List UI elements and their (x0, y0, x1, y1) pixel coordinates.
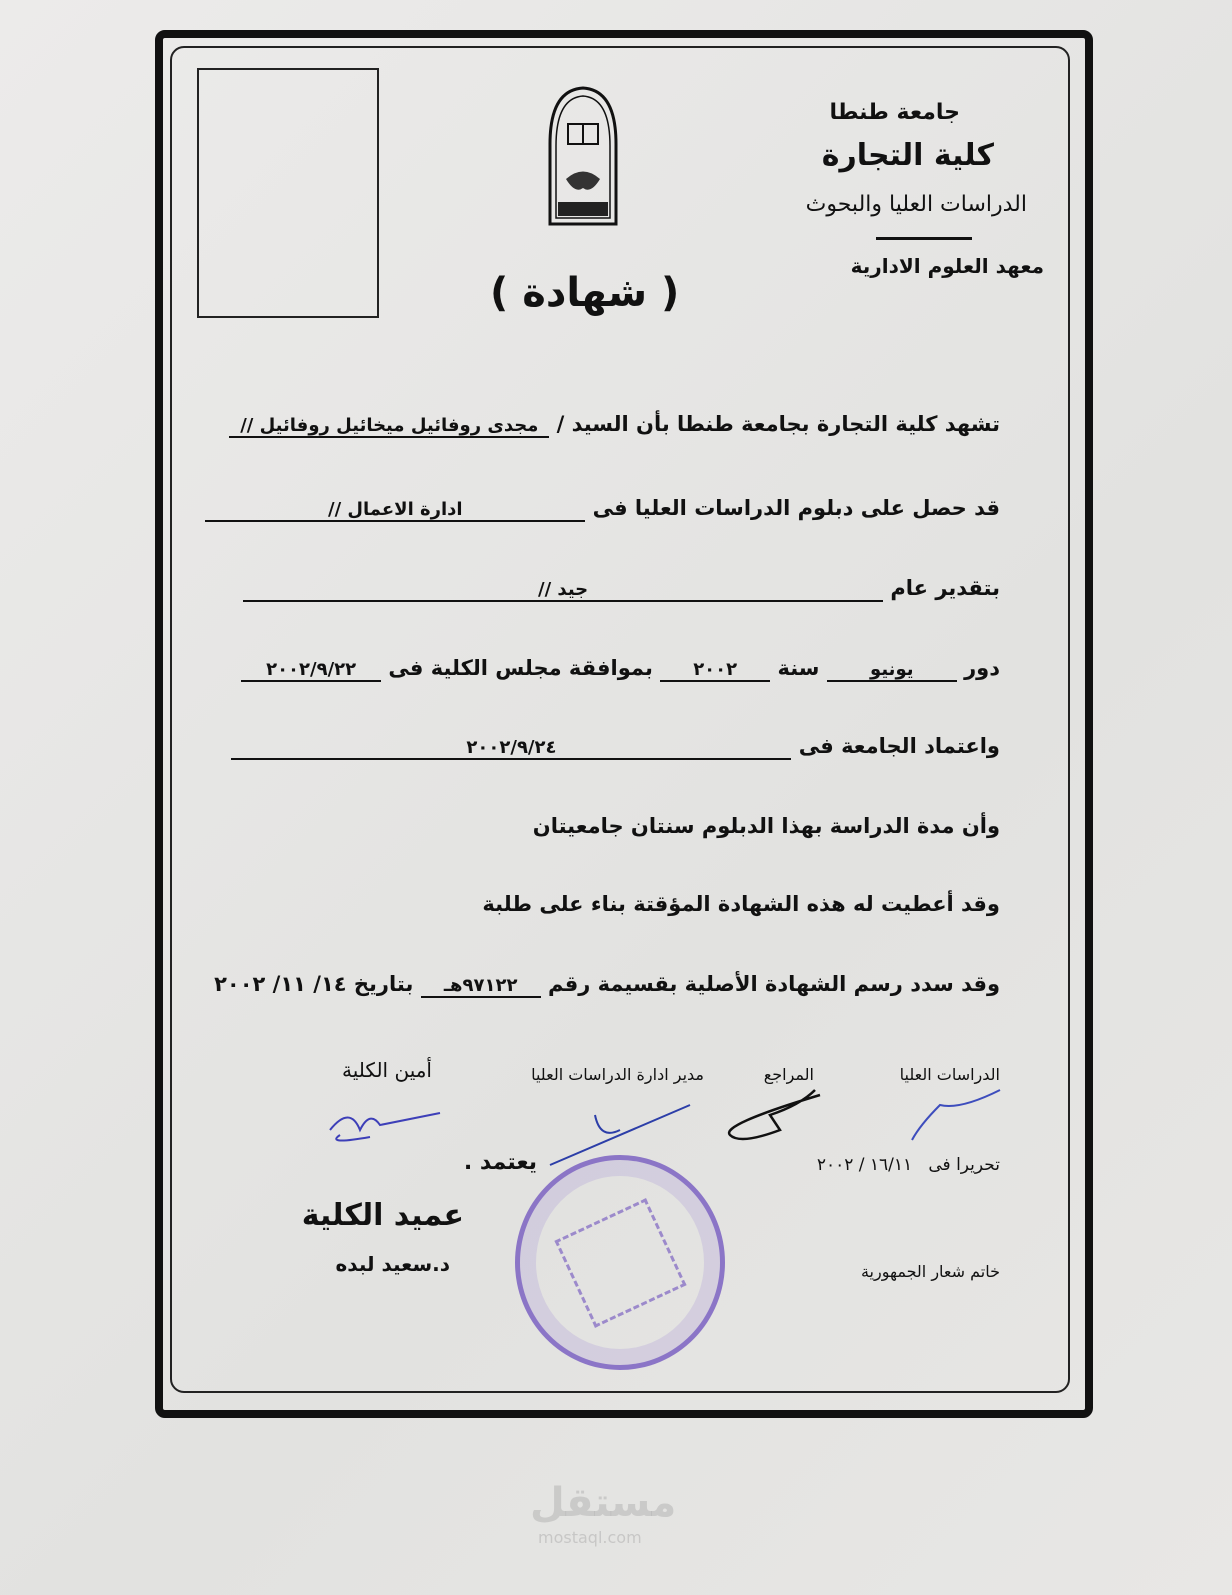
session-month: يونيو (827, 659, 957, 682)
header-divider (876, 237, 972, 240)
line-label: بموافقة مجلس الكلية فى (388, 656, 653, 680)
certificate-title: ( شهادة ) (490, 270, 680, 316)
body-line-name (229, 412, 1000, 438)
approved-text: يعتمد . (463, 1150, 537, 1175)
body-line-fee (214, 972, 1000, 998)
body-line-approval (231, 734, 1000, 760)
issued-date: ١٦/١١ / ٢٠٠٢ (816, 1155, 913, 1175)
issued-line (817, 1155, 1000, 1175)
receipt-date: ١٤/ ١١/ ٢٠٠٢ (214, 972, 347, 996)
issued-label: تحريرا فى (928, 1155, 1000, 1175)
council-date: ٢٠٠٢/٩/٢٢ (241, 659, 381, 682)
institute-name: معهد العلوم الادارية (850, 254, 1044, 278)
faculty-name: كلية التجارة (821, 138, 994, 173)
grade: جيد // (243, 579, 883, 602)
watermark-url: mostaql.com (538, 1528, 642, 1547)
body-line-duration: وأن مدة الدراسة بهذا الدبلوم سنتان جامعيتان (532, 814, 1000, 838)
university-approval-date: ٢٠٠٢/٩/٢٤ (231, 737, 791, 760)
department-name: الدراسات العليا والبحوث (805, 192, 1027, 217)
line-label: وقد سدد رسم الشهادة الأصلية بقسيمة رقم (547, 972, 1000, 996)
line-label: بتاريخ (353, 972, 414, 996)
diploma-field: ادارة الاعمال // (205, 499, 585, 522)
line-label: قد حصل على دبلوم الدراسات العليا فى (592, 496, 1000, 520)
body-line-issued: وقد أعطيت له هذه الشهادة المؤقتة بناء على طلبة (482, 892, 1000, 916)
body-line-session (241, 656, 1000, 682)
line-label: واعتماد الجامعة فى (798, 734, 1000, 758)
body-line-diploma (205, 496, 1000, 522)
seal-emblem (554, 1198, 686, 1328)
university-logo (546, 84, 620, 230)
dean-title: عميد الكلية (301, 1198, 464, 1233)
line-label: سنة (777, 656, 820, 680)
body-line-grade (243, 576, 1000, 602)
student-name: مجدى روفائيل ميخائيل روفائيل // (229, 415, 549, 438)
line-label: دور (964, 656, 1000, 680)
receipt-number: ٩٧١٢٢هـ (421, 975, 541, 998)
line-label: بتقدير عام (890, 576, 1000, 600)
official-seal-stamp (515, 1155, 725, 1370)
line-label: تشهد كلية التجارة بجامعة طنطا بأن السيد / (556, 412, 1000, 436)
dean-name: د.سعيد لبده (335, 1252, 450, 1276)
sig-label-secretary: أمين الكلية (342, 1058, 432, 1082)
photo-placeholder (197, 68, 379, 318)
university-name: جامعة طنطا (829, 100, 960, 125)
watermark-logo: مستقل (530, 1480, 677, 1526)
sig-label-postgrad: الدراسات العليا (899, 1065, 1000, 1084)
sig-label-reviewer: المراجع (763, 1065, 814, 1084)
seal-label: خاتم شعار الجمهورية (860, 1262, 1000, 1281)
session-year: ٢٠٠٢ (660, 659, 770, 682)
sig-label-director: مدير ادارة الدراسات العليا (531, 1065, 704, 1084)
